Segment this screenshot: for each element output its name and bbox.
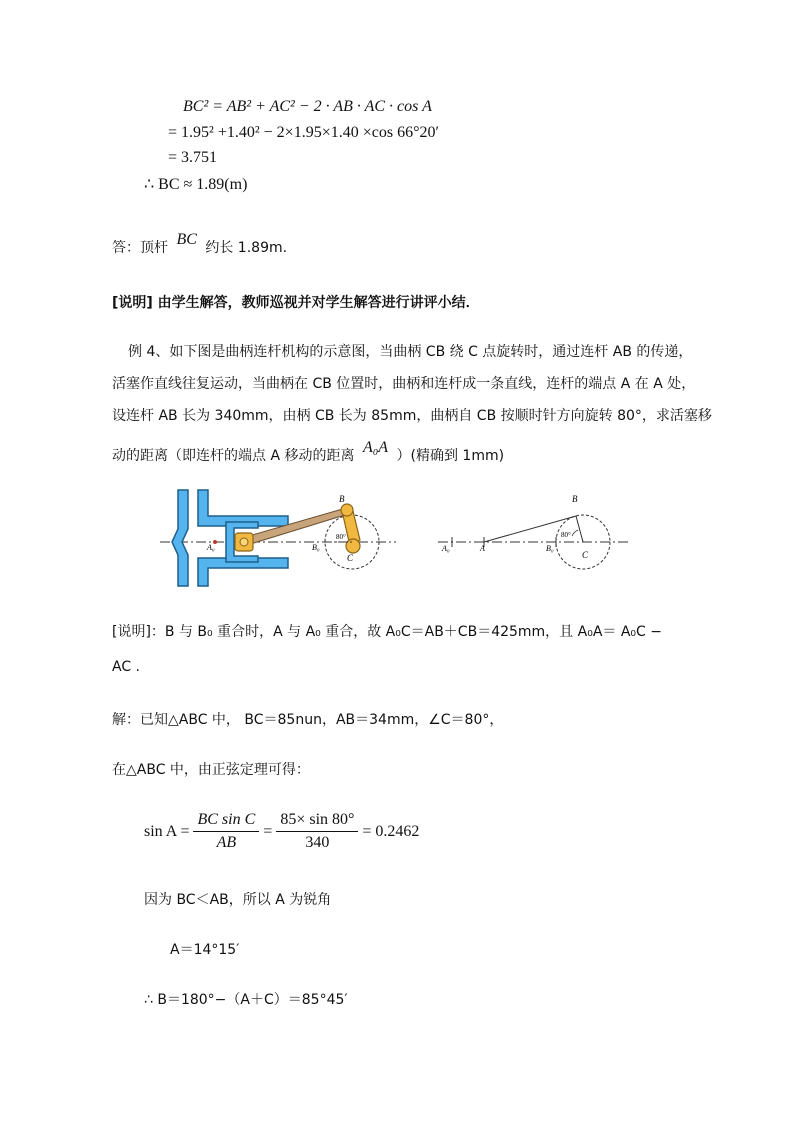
schematic-label-b0: B₀ bbox=[546, 544, 554, 553]
schematic-label-a: A bbox=[480, 544, 485, 553]
answer-var: BC bbox=[176, 231, 197, 248]
schematic-label-a0: A₀ bbox=[442, 544, 450, 553]
example-4-line-1: 例 4、如下图是曲柄连杆机构的示意图，当曲柄 CB 绕 C 点旋转时，通过连杆 AB 的传递， bbox=[128, 344, 693, 360]
mechanism-figure bbox=[160, 484, 400, 594]
fraction-1-denominator: AB bbox=[216, 834, 237, 851]
label-b0: B₀ bbox=[312, 543, 320, 552]
piston-pin-center bbox=[240, 538, 248, 546]
solution-line-1: 解：已知△ABC 中， BC＝85nun，AB＝34mm，∠C＝80°， bbox=[112, 712, 504, 728]
note-1: [说明] 由学生解答，教师巡视并对学生解答进行讲评小结． bbox=[112, 295, 480, 311]
solution-line-5: ∴ B＝180°−（A＋C）＝85°45′ bbox=[144, 992, 348, 1008]
note-2-line-1: [说明]：B 与 B₀ 重合时，A 与 A₀ 重合，故 A₀C＝AB＋CB＝425mm，且 A₀A＝ A₀C − bbox=[112, 624, 662, 640]
example-4-line-4-b: ）(精确到 1mm) bbox=[396, 448, 505, 464]
solution-line-4: A＝14°15′ bbox=[170, 942, 240, 958]
example-4-line-3: 设连杆 AB 长为 340mm，由柄 CB 长为 85mm，曲柄自 CB 按顺时针方向旋转 80°，求活塞移 bbox=[112, 408, 712, 424]
sine-result: = 0.2462 bbox=[362, 822, 420, 840]
guide-upper bbox=[198, 490, 288, 526]
sin-lhs: sin A = bbox=[144, 822, 190, 840]
label-angle: 80° bbox=[336, 533, 346, 541]
schematic-figure bbox=[438, 490, 633, 575]
schematic-label-b: B bbox=[572, 494, 578, 504]
schematic-label-angle: 80° bbox=[561, 531, 571, 539]
answer-suffix: 约长 1.89m. bbox=[205, 240, 288, 256]
answer-line bbox=[112, 231, 288, 257]
label-b: B bbox=[339, 494, 345, 504]
formula-line-1: BC² = AB² + AC² − 2 · AB · AC · cos A bbox=[183, 98, 432, 115]
answer-prefix: 答：顶杆 bbox=[112, 240, 168, 256]
fraction-1 bbox=[193, 811, 259, 852]
solution-line-2: 在△ABC 中，由正弦定理可得： bbox=[112, 762, 310, 778]
formula-line-3: = 3.751 bbox=[168, 149, 218, 166]
fraction-2-numerator: 85× sin 80° bbox=[276, 811, 358, 832]
angle-arc bbox=[572, 530, 578, 536]
schematic-label-c: C bbox=[582, 550, 589, 560]
crank-bc bbox=[576, 516, 583, 542]
example-4-line-2: 活塞作直线往复运动，当曲柄在 CB 位置时，曲柄和连杆成一条直线，连杆的端点 A 在 A 处， bbox=[112, 376, 696, 392]
formula-line-2: = 1.95² +1.40² − 2×1.95×1.40 ×cos 66°20′ bbox=[168, 124, 439, 141]
example-4-line-4-a: 动的距离（即连杆的端点 A 移动的距离 bbox=[112, 448, 355, 464]
note-2-line-2: AC . bbox=[112, 659, 141, 675]
cylinder-wall-left bbox=[172, 490, 188, 586]
example-4-var: A₀A bbox=[362, 439, 389, 456]
crank-pin-b bbox=[341, 504, 353, 516]
sine-rule-equation bbox=[144, 811, 419, 852]
example-4-line-4 bbox=[112, 439, 505, 465]
formula-line-4: ∴ BC ≈ 1.89(m) bbox=[144, 176, 248, 193]
fraction-1-numerator: BC sin C bbox=[193, 811, 259, 832]
fraction-2 bbox=[276, 811, 358, 852]
equals-sign: = bbox=[263, 822, 273, 840]
label-c: C bbox=[347, 553, 354, 563]
label-a0: A₀ bbox=[207, 543, 215, 552]
solution-line-3: 因为 BC＜AB，所以 A 为锐角 bbox=[144, 892, 332, 908]
crank-pivot-c bbox=[346, 539, 360, 553]
fraction-2-denominator: 340 bbox=[305, 834, 330, 851]
